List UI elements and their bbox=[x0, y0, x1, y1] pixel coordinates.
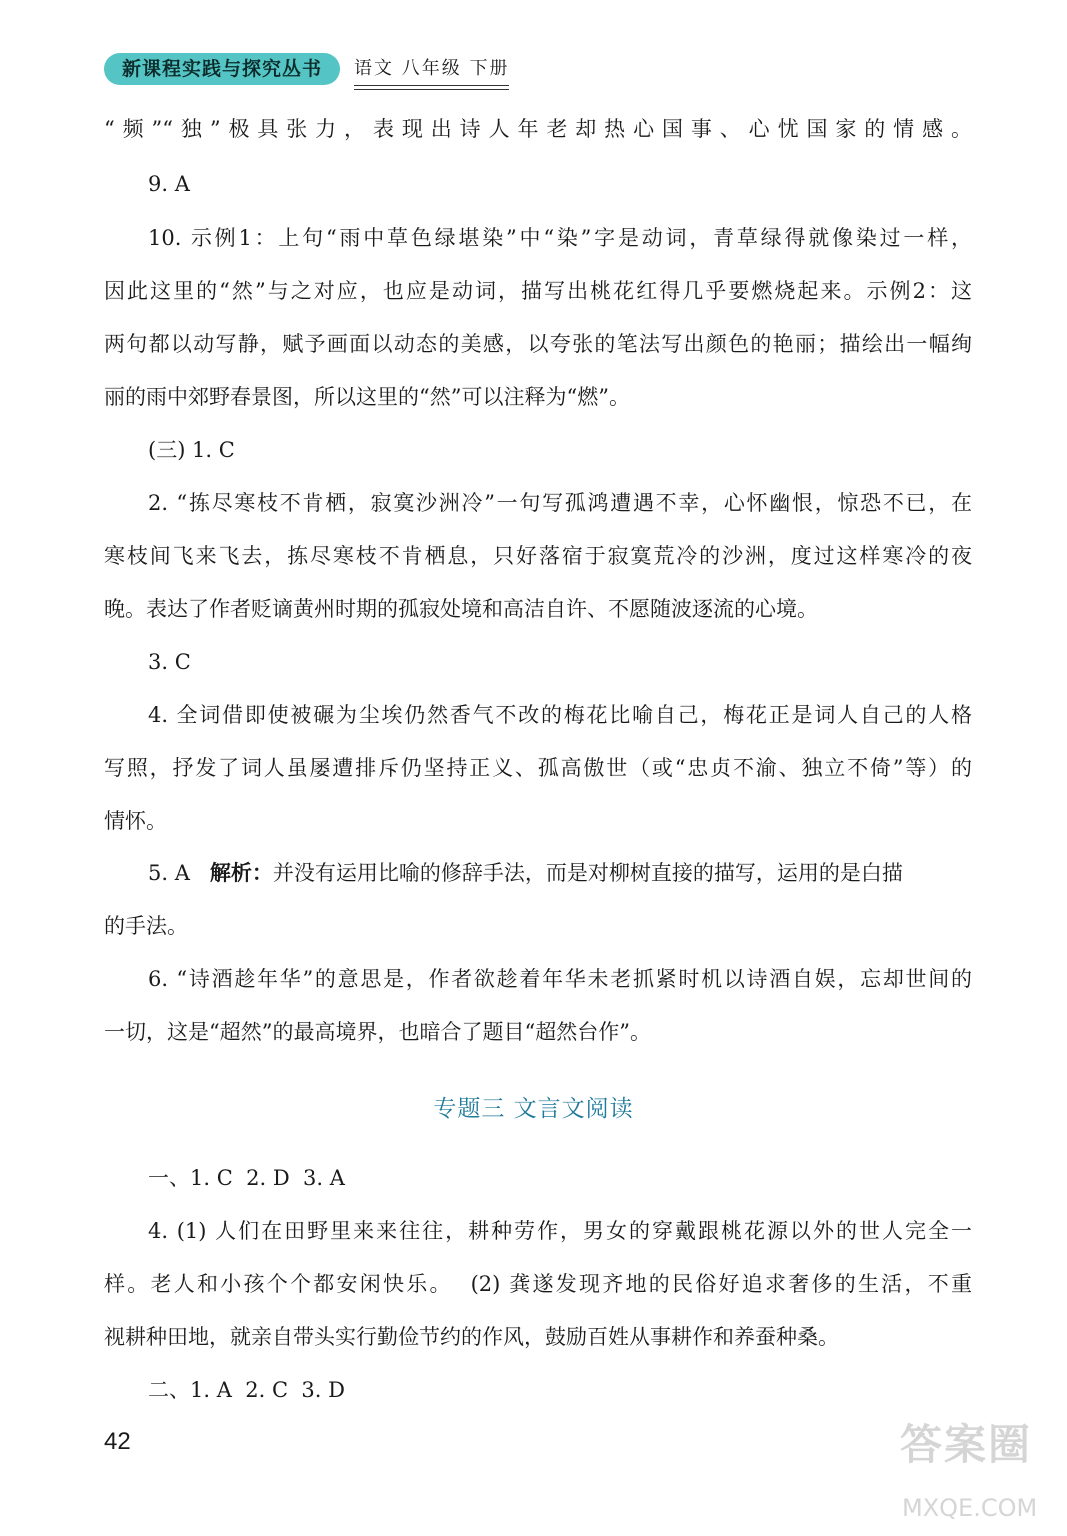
analysis-text: 并没有运用比喻的修辞手法，而是对柳树直接的描写，运用的是白描 bbox=[272, 861, 903, 885]
subject-label: 语文 八年级 下册 bbox=[354, 54, 509, 84]
section-title: 专题三 文言文阅读 bbox=[433, 1096, 634, 1122]
answer-line: 因此这里的“然”与之对应，也应是动词，描写出桃花红得几乎要燃烧起来。示例2：这 bbox=[104, 279, 972, 303]
answer-line: 晚。表达了作者贬谪黄州时期的孤寂处境和高洁自许、不愿随波逐流的心境。 bbox=[104, 597, 818, 621]
watermark-site: MXQE.COM bbox=[902, 1494, 1038, 1522]
answer-line: 一切，这是“超然”的最高境界，也暗合了题目“超然台作”。 bbox=[104, 1020, 651, 1044]
series-badge: 新课程实践与探究丛书 bbox=[104, 53, 340, 85]
answer-line: 9. A bbox=[148, 172, 190, 196]
answer-line: 3. C bbox=[148, 650, 191, 674]
answer-line: 写照，抒发了词人虽屡遭排斥仍坚持正义、孤高傲世（或“忠贞不渝、独立不倚”等）的 bbox=[104, 756, 972, 780]
answer-line: 2. “拣尽寒枝不肯栖，寂寞沙洲冷”一句写孤鸿遭遇不幸，心怀幽恨，惊恐不已，在 bbox=[148, 491, 972, 515]
answer-line: 4. 全词借即使被碾为尘埃仍然香气不改的梅花比喻自己，梅花正是词人自己的人格 bbox=[148, 703, 972, 727]
answer-line: 样。老人和小孩个个都安闲快乐。 (2) 龚遂发现齐地的民俗好追求奢侈的生活，不重 bbox=[104, 1272, 972, 1296]
answer-line: 10. 示例1：上句“雨中草色绿堪染”中“染”字是动词，青草绿得就像染过一样， bbox=[148, 226, 972, 250]
answer-line: 两句都以动写静，赋予画面以动态的美感，以夸张的笔法写出颜色的艳丽；描绘出一幅绚 bbox=[104, 332, 972, 356]
answer-line: 情怀。 bbox=[104, 809, 167, 833]
answer-line: 二、1. A 2. C 3. D bbox=[148, 1378, 345, 1402]
page-header bbox=[104, 52, 509, 86]
answer-line bbox=[148, 860, 903, 886]
answer-line: 丽的雨中郊野春景图，所以这里的“然”可以注释为“燃”。 bbox=[104, 385, 630, 409]
watermark-title: 答案圈 bbox=[900, 1420, 1033, 1469]
analysis-label: 解析： bbox=[209, 861, 273, 885]
answer-line: 视耕种田地，就亲自带头实行勤俭节约的作风，鼓励百姓从事耕作和养蚕种桑。 bbox=[104, 1325, 839, 1349]
answer-line: 的手法。 bbox=[104, 914, 188, 938]
answer-line: “频”“独”极具张力，表现出诗人年老却热心国事、心忧国家的情感。 bbox=[104, 117, 972, 141]
answer-line: 寒枝间飞来飞去，拣尽寒枝不肯栖息，只好落宿于寂寞荒冷的沙洲，度过这样寒冷的夜 bbox=[104, 544, 972, 568]
answer-number: 5. A bbox=[148, 861, 190, 885]
answer-line: 一、1. C 2. D 3. A bbox=[148, 1166, 345, 1190]
watermark bbox=[892, 1410, 1062, 1530]
answer-line: 6. “诗酒趁年华”的意思是，作者欲趁着年华未老抓紧时机以诗酒自娱，忘却世间的 bbox=[148, 967, 972, 991]
answer-line: (三) 1. C bbox=[148, 438, 235, 462]
page-number: 42 bbox=[104, 1428, 131, 1455]
answer-line: 4. (1) 人们在田野里来来往往，耕种劳作，男女的穿戴跟桃花源以外的世人完全一 bbox=[148, 1219, 972, 1243]
